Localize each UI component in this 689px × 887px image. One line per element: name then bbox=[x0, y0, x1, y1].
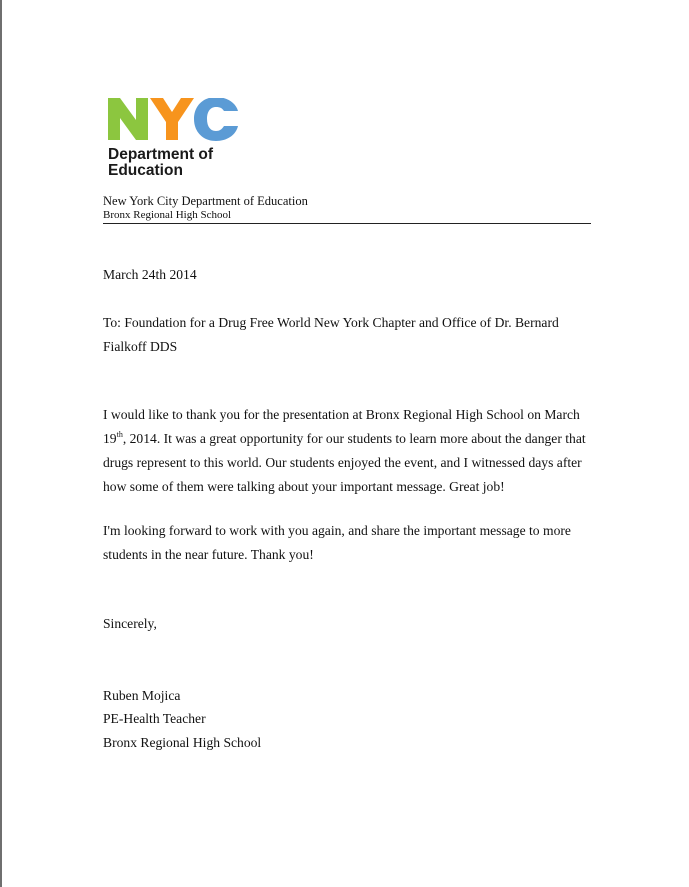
paragraph-2-line-2: students in the near future. Thank you! bbox=[103, 547, 314, 562]
letterhead-org: New York City Department of Education bbox=[103, 194, 308, 208]
date-day: 19 bbox=[103, 431, 117, 446]
signature-title: PE-Health Teacher bbox=[103, 711, 206, 726]
logo-department-text bbox=[108, 147, 213, 179]
paragraph-1-line-2 bbox=[103, 427, 586, 451]
paragraph-1-line-3: drugs represent to this world. Our students enjoyed the event, and I witnessed days after bbox=[103, 455, 582, 470]
logo-letter-y bbox=[150, 98, 194, 140]
logo-letter-n bbox=[108, 98, 148, 140]
letterhead-school: Bronx Regional High School bbox=[103, 209, 232, 221]
logo-dept-line2: Education bbox=[108, 162, 183, 179]
logo-letter-c bbox=[194, 98, 238, 141]
closing: Sincerely, bbox=[103, 616, 157, 631]
recipient-line-1: To: Foundation for a Drug Free World New York Chapter and Office of Dr. Bernard bbox=[103, 315, 559, 330]
paragraph-2-line-1: I'm looking forward to work with you again, and share the important message to more bbox=[103, 523, 571, 538]
page-edge bbox=[0, 0, 2, 887]
paragraph-1-line-2-rest: , 2014. It was a great opportunity for our students to learn more about the danger that bbox=[122, 431, 586, 446]
letterhead bbox=[103, 194, 591, 224]
paragraph-1-line-1: I would like to thank you for the presentation at Bronx Regional High School on March bbox=[103, 407, 580, 422]
date-ordinal: th bbox=[116, 430, 123, 439]
recipient-line-2: Fialkoff DDS bbox=[103, 339, 178, 354]
signature-school: Bronx Regional High School bbox=[103, 735, 262, 750]
paragraph-1-line-4: how some of them were talking about your important message. Great job! bbox=[103, 479, 505, 494]
letter-date: March 24th 2014 bbox=[103, 267, 197, 282]
logo-dept-line1: Department of bbox=[108, 146, 214, 163]
signature-name: Ruben Mojica bbox=[103, 688, 181, 703]
